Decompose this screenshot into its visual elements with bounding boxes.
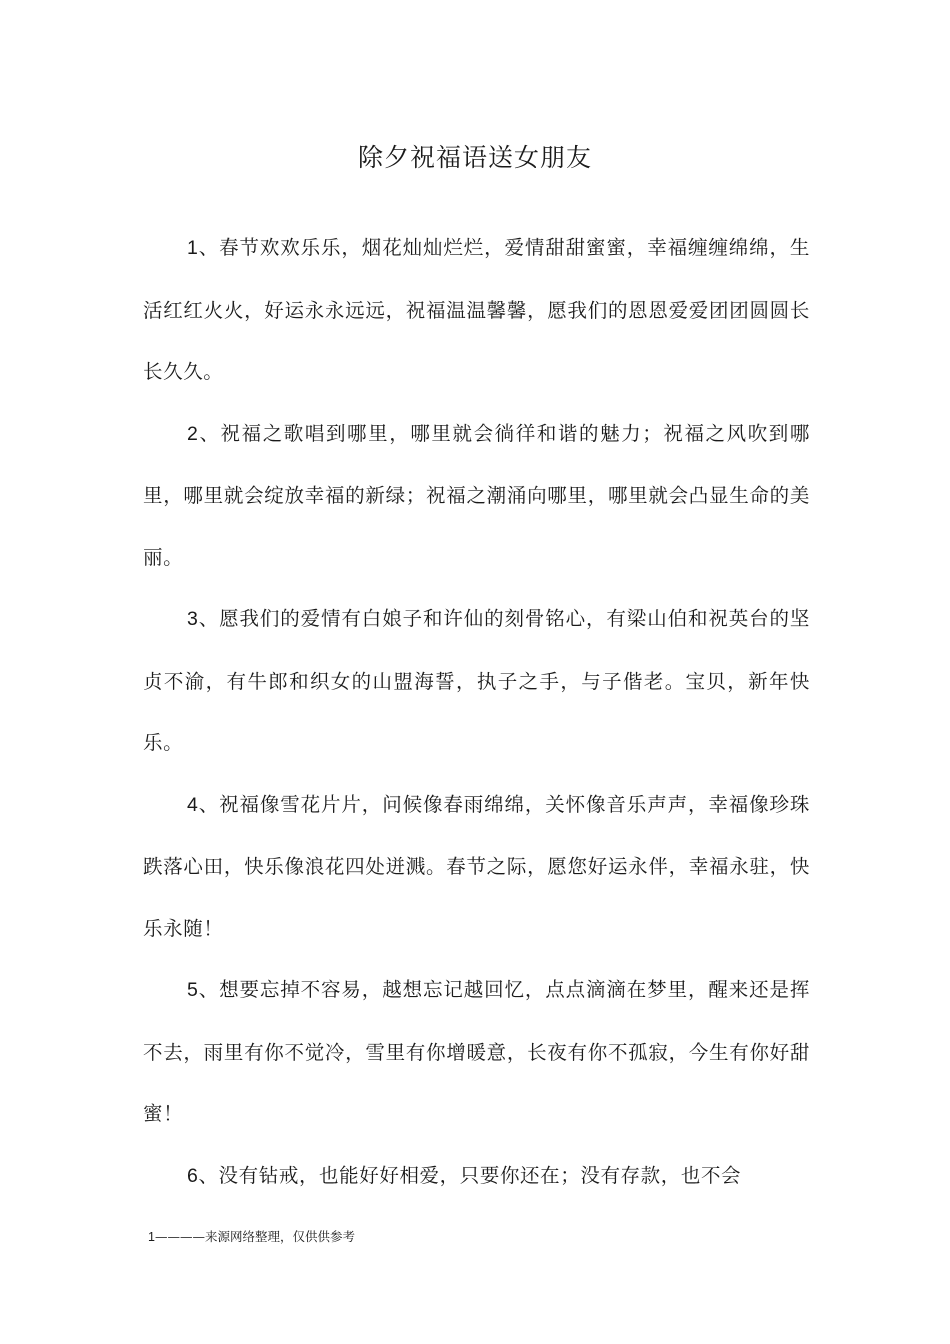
page-number: 1 xyxy=(148,1230,155,1244)
paragraph-4 xyxy=(143,774,810,960)
paragraph-text: 、春节欢欢乐乐，烟花灿灿烂烂，爱情甜甜蜜蜜，幸福缠缠绵绵，生活红红火火，好运永永远远，祝福温温馨馨，愿我们的恩恩爱爱团团圆圆长长久久。 xyxy=(143,236,810,383)
document-title: 除夕祝福语送女朋友 xyxy=(357,143,592,172)
paragraph-2 xyxy=(143,403,810,589)
paragraph-3 xyxy=(143,588,810,774)
paragraph-number: 1 xyxy=(187,237,199,259)
footer-note: ————来源网络整理，仅供供参考 xyxy=(154,1229,355,1244)
paragraph-text: 、愿我们的爱情有白娘子和许仙的刻骨铭心，有梁山伯和祝英台的坚贞不渝，有牛郎和织女的山盟海誓，执子之手，与子偕老。宝贝，新年快乐。 xyxy=(143,607,810,754)
paragraph-5 xyxy=(143,959,810,1145)
paragraph-number: 4 xyxy=(187,793,199,816)
paragraph-number: 5 xyxy=(187,979,199,1001)
paragraph-number: 2 xyxy=(187,422,199,445)
paragraph-text: 、没有钻戒，也能好好相爱，只要你还在；没有存款，也不会 xyxy=(198,1163,742,1187)
paragraph-text: 、祝福像雪花片片，问候像春雨绵绵，关怀像音乐声声，幸福像珍珠跌落心田，快乐像浪花四处迸溅。春节之际，愿您好运永伴，幸福永驻，快乐永随！ xyxy=(143,792,810,940)
page-footer xyxy=(148,1228,355,1246)
paragraph-text: 、祝福之歌唱到哪里，哪里就会徜徉和谐的魅力；祝福之风吹到哪里，哪里就会绽放幸福的新绿；祝福之潮涌向哪里，哪里就会凸显生命的美丽。 xyxy=(143,421,810,569)
paragraph-6 xyxy=(143,1145,810,1208)
paragraph-1 xyxy=(143,217,810,403)
paragraph-number: 3 xyxy=(187,608,199,630)
paragraph-number: 6 xyxy=(187,1164,199,1187)
document-body xyxy=(143,217,810,1207)
paragraph-text: 、想要忘掉不容易，越想忘记越回忆，点点滴滴在梦里，醒来还是挥不去，雨里有你不觉冷，雪里有你增暖意，长夜有你不孤寂，今生有你好甜蜜！ xyxy=(143,978,810,1125)
